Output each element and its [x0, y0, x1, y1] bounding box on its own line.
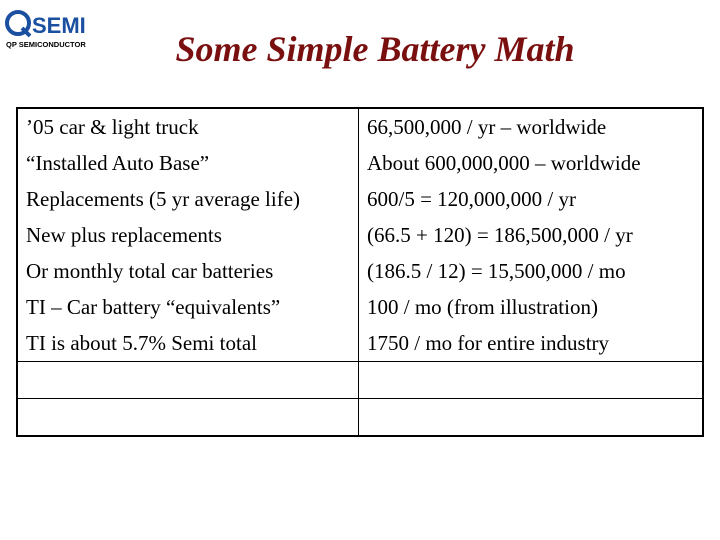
table-row — [17, 325, 703, 362]
row-value: 1750 / mo for entire industry — [359, 325, 704, 362]
page-title: Some Simple Battery Math — [175, 29, 575, 69]
empty-row — [17, 399, 703, 437]
empty-row — [17, 362, 703, 399]
table-row — [17, 253, 703, 289]
row-label: ’05 car & light truck — [17, 108, 359, 145]
empty-cell — [17, 399, 359, 437]
row-value: 100 / mo (from illustration) — [359, 289, 704, 325]
row-value: (186.5 / 12) = 15,500,000 / mo — [359, 253, 704, 289]
empty-cell — [17, 362, 359, 399]
logo-name: SEMI — [32, 13, 86, 38]
row-label: TI – Car battery “equivalents” — [17, 289, 359, 325]
empty-cell — [359, 362, 704, 399]
table-row — [17, 289, 703, 325]
table-row — [17, 217, 703, 253]
empty-cell — [359, 399, 704, 437]
logo-tagline: QP SEMICONDUCTOR — [6, 40, 86, 49]
table-row — [17, 108, 703, 145]
row-label: TI is about 5.7% Semi total — [17, 325, 359, 362]
table-row — [17, 145, 703, 181]
row-value: 66,500,000 / yr – worldwide — [359, 108, 704, 145]
battery-math-table — [16, 107, 704, 437]
table-row — [17, 181, 703, 217]
row-label: Or monthly total car batteries — [17, 253, 359, 289]
row-value: About 600,000,000 – worldwide — [359, 145, 704, 181]
row-label: “Installed Auto Base” — [17, 145, 359, 181]
row-value: 600/5 = 120,000,000 / yr — [359, 181, 704, 217]
row-label: Replacements (5 yr average life) — [17, 181, 359, 217]
row-value: (66.5 + 120) = 186,500,000 / yr — [359, 217, 704, 253]
row-label: New plus replacements — [17, 217, 359, 253]
